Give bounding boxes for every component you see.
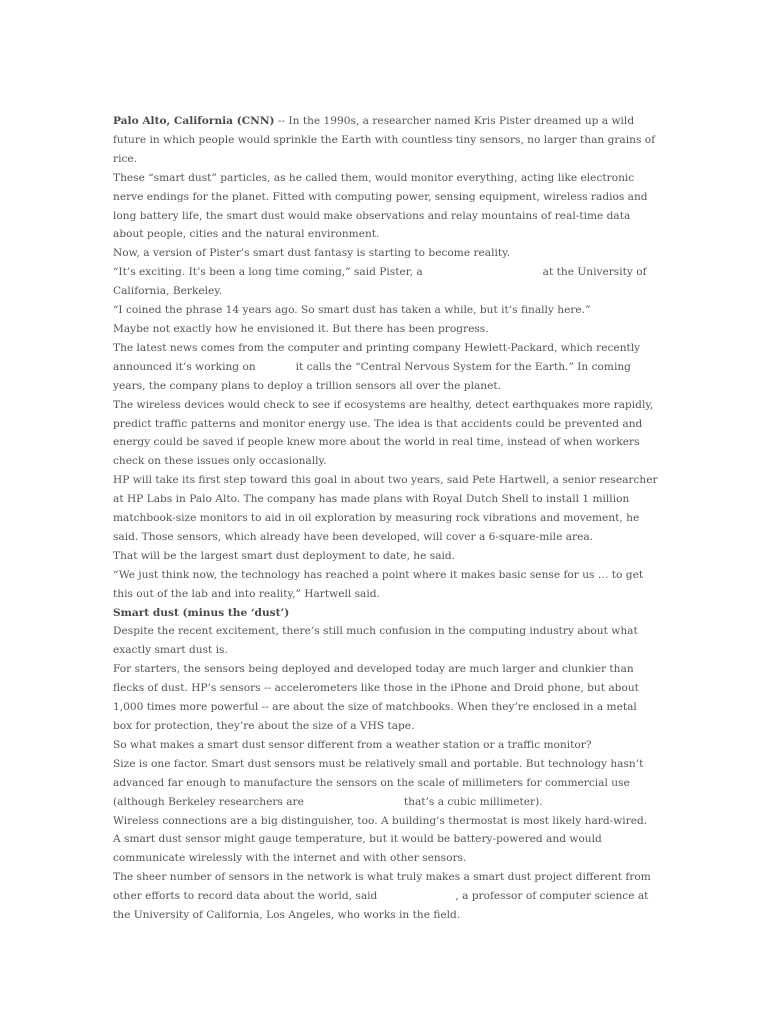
paragraph-16: Wireless connections are a big distinguisher, too. A building’s thermostat is most likely hard-wired. A smart dust sensor might gauge temperature, but it would be battery-powered and would communicate wirelessly with the internet and with other sensors. — [113, 814, 648, 865]
section-heading: Smart dust (minus the ‘dust’) — [113, 606, 290, 619]
paragraph-17-part-b: , a professor of computer science at the University of California, Los Angeles, who works in the field. — [113, 890, 649, 922]
paragraph-17-part-a: The sheer number of sensors in the network is what truly makes a smart dust project different from other efforts to record data about the world, said — [113, 871, 651, 903]
paragraph-3: Now, a version of Pister’s smart dust fantasy is starting to become reality. — [113, 247, 511, 260]
paragraph-7 — [113, 339, 658, 396]
paragraph-5: “I coined the phrase 14 years ago. So smart dust has taken a while, but it’s finally here.” — [113, 304, 591, 317]
paragraph-10: That will be the largest smart dust deployment to date, he said. — [113, 549, 456, 562]
paragraph-15-part-a: Size is one factor. Smart dust sensors must be relatively small and portable. But technology hasn’t advanced far enough to manufacture the sensors on the scale of millimeters for commercial use (although Berkeley researchers are — [113, 757, 644, 808]
paragraph-15-part-b: that’s a cubic millimeter). — [403, 795, 543, 808]
paragraph-15 — [113, 755, 658, 812]
paragraph-2: These “smart dust” particles, as he called them, would monitor everything, acting like electronic nerve endings for the planet. Fitted with computing power, sensing equipment, wireless radios and long battery life, the smart dust would make observations and relay mountains of real-time data about people, cities and the natural environment. — [113, 171, 648, 241]
dateline: Palo Alto, California (CNN) — [113, 115, 275, 127]
paragraph-13: For starters, the sensors being deployed and developed today are much larger and clunkier than flecks of dust. HP’s sensors -- accelerometers like those in the iPhone and Droid phone, but about 1,000 times more powerful -- are about the size of matchbooks. When they’re enclosed in a metal box for protection, they’re about the size of a VHS tape. — [113, 663, 639, 732]
paragraph-4-part-a: “It’s exciting. It’s been a long time coming,” said Pister, a — [113, 266, 423, 279]
paragraph-17 — [113, 868, 658, 925]
article-body — [113, 112, 658, 925]
paragraph-1 — [113, 112, 658, 169]
paragraph-12: Despite the recent excitement, there’s still much confusion in the computing industry about what exactly smart dust is. — [113, 625, 638, 657]
paragraph-9: HP will take its first step toward this goal in about two years, said Pete Hartwell, a senior researcher at HP Labs in Palo Alto. The company has made plans with Royal Dutch Shell to install 1 million matchbook-size monitors to aid in oil exploration by measuring rock vibrations and movement, he said. Those sensors, which already have been developed, will cover a 6-square-mile area. — [113, 474, 658, 543]
paragraph-8: The wireless devices would check to see if ecosystems are healthy, detect earthquakes more rapidly, predict traffic patterns and monitor energy use. The idea is that accidents could be prevented and energy could be saved if people knew more about the world in real time, instead of when workers check on these issues only occasionally. — [113, 398, 654, 468]
paragraph-6: Maybe not exactly how he envisioned it. But there has been progress. — [113, 322, 489, 335]
paragraph-7-part-a: The latest news comes from the computer and printing company Hewlett-Packard, which recently announced it’s working on — [113, 341, 641, 373]
paragraph-7-part-b: it calls the “Central Nervous System for the Earth.” In coming years, the company plans to deploy a trillion sensors all over the planet. — [113, 360, 631, 392]
paragraph-14: So what makes a smart dust sensor different from a weather station or a traffic monitor? — [113, 738, 592, 751]
paragraph-1-text: -- In the 1990s, a researcher named Kris Pister dreamed up a wild future in which people would sprinkle the Earth with countless tiny sensors, no larger than grains of rice. — [113, 115, 656, 165]
paragraph-4 — [113, 263, 658, 301]
paragraph-11: “We just think now, the technology has reached a point where it makes basic sense for us … to get this out of the lab and into reality,” Hartwell said. — [113, 568, 644, 600]
paragraph-4-part-b: at the University of California, Berkeley. — [113, 266, 647, 298]
